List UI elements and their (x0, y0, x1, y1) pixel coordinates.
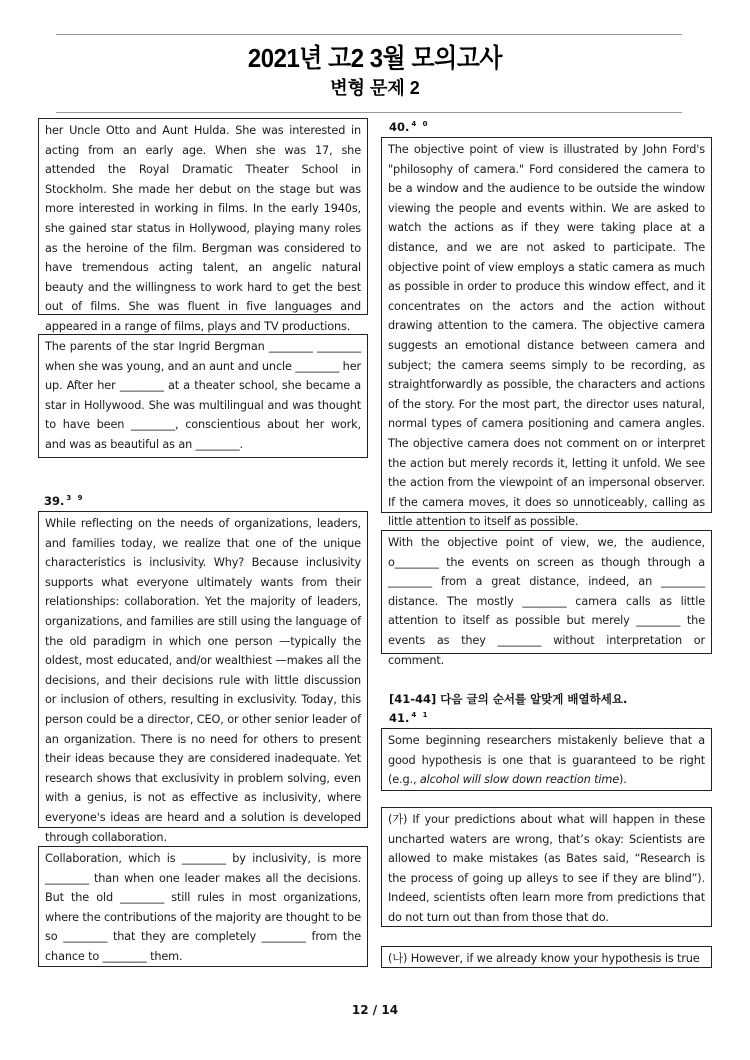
question-39-number (44, 494, 85, 508)
passage-40-box (381, 137, 712, 529)
passage-40-text: The objective point of view is illustrated by John Ford's "philosophy of camera." Ford considered the camera to be a window and the audience to be outside the window viewing the people and events within. We are asked to watch the actions as if they were taking place at a distance, and we are not asked to participate. The objective point of view employs a static camera as much as possible in order to produce this window effect, and it concentrates on the actors and the action without drawing attention to the camera. The objective camera suggests an emotional distance between camera and subject; the camera seems simply to be recording, as straightforwardly as possible, the characters and actions of the story. For the most part, the director uses natural, normal types of camera positioning and camera angles. The objective camera does not comment on or interpret the action but merely records it, letting it unfold. We see the action from the viewpoint of an impersonal observer. If the camera moves, it does so unnoticeably, calling as little attention to itself as possible. (388, 143, 705, 529)
passage-41-intro-box (381, 728, 712, 791)
passage-41-part-na-box (381, 946, 712, 968)
summary-39-text: Collaboration, which is ________ by inclusivity, is more ________ than when one leader makes all the decisions. But the old ________ still rules in most organizations, where the contributions of the majority are thought to be so ________ that they are completely ________ from the chance to ________ them. (45, 852, 361, 963)
passage-41-intro-italic: alcohol will slow down reaction time (419, 773, 619, 787)
header-top-rule (56, 34, 682, 35)
passage-41-part-ga-box (381, 807, 712, 927)
question-40-number (389, 120, 430, 134)
question-40-sup: 4 0 (411, 120, 430, 128)
question-40-label: 40. (389, 120, 410, 134)
page-number: 12 / 14 (351, 1003, 399, 1017)
summary-38-box (38, 334, 368, 458)
passage-39-box (38, 511, 368, 844)
passage-41-part-na-text: (나) However, if we already know your hypothesis is true (388, 952, 700, 965)
passage-41-part-ga-text: (가) If your predictions about what will happen in these uncharted waters are wrong, that’s okay: Scientists are allowed to make mistakes (as Bates said, “Research is the process of going up alleys to see if they are blind”). Indeed, scientists often learn more from predictions that do not turn out than from those that do. (388, 813, 705, 924)
question-39-label: 39. (44, 494, 65, 508)
summary-40-text: With the objective point of view, we, the audience, o________ the events on screen as though through a ________ from a great distance, indeed, an ________ distance. The mostly ________ camera calls as little attention to itself as possible but merely ________ the events as they ________ without interpretation or comment. (388, 536, 705, 667)
passage-38-continued (38, 118, 368, 333)
page-title: 2021년 고2 3월 모의고사 (247, 43, 503, 73)
summary-38-text: The parents of the star Ingrid Bergman ________ ________ when she was young, and an aunt and uncle ________ her up. After her ________ at a theater school, she became a star in Hollywood. She was multilingual and was thought to have been ________, conscientious about her work, and was as beautiful as an ________. (45, 340, 361, 451)
question-41-sup: 4 1 (411, 711, 430, 719)
passage-39-text: While reflecting on the needs of organizations, leaders, and families today, we realize that one of the unique characteristics is inclusivity. Why? Because inclusivity supports what everyone ultimately wants from their relationships: collaboration. Yet the majority of leaders, organizations, and families are still using the language of the old paradigm in which one person —typically the oldest, most educated, and/or wealthiest —makes all the decisions, and their decisions rule with little discussion or inclusion of others, resulting in exclusivity. Today, this person could be a director, CEO, or other senior leader of an organization. There is no need for others to present their ideas because they are considered inadequate. Yet research shows that exclusivity in problem solving, even with a genius, is not as effective as inclusivity, where everyone's ideas are heard and a solution is developed through collaboration. (45, 517, 361, 844)
passage-41-intro-end: ). (619, 773, 627, 787)
section-41-44-instruction: [41-44] 다음 글의 순서를 알맞게 배열하세요. (389, 692, 628, 706)
header-bottom-rule (56, 112, 682, 113)
page-subtitle: 변형 문제 2 (330, 78, 420, 98)
summary-39-box (38, 846, 368, 967)
passage-41-intro-text: Some beginning researchers mistakenly believe that a good hypothesis is one that is guaranteed to be right (e.g., (388, 734, 705, 787)
question-41-label: 41. (389, 711, 410, 725)
question-39-sup: 3 9 (66, 494, 85, 502)
passage-38-text: her Uncle Otto and Aunt Hulda. She was interested in acting from an early age. When she was 17, she attended the Royal Dramatic Theater School in Stockholm. She made her debut on the stage but was more interested in working in films. In the early 1940s, she gained star status in Hollywood, playing many roles as the heroine of the film. Bergman was considered to have tremendous acting talent, an angelic natural beauty and the willingness to work hard to get the best out of films. She was fluent in five languages and appeared in a range of films, plays and TV productions. (45, 124, 361, 333)
summary-40-box (381, 530, 712, 667)
question-41-number (389, 711, 430, 725)
